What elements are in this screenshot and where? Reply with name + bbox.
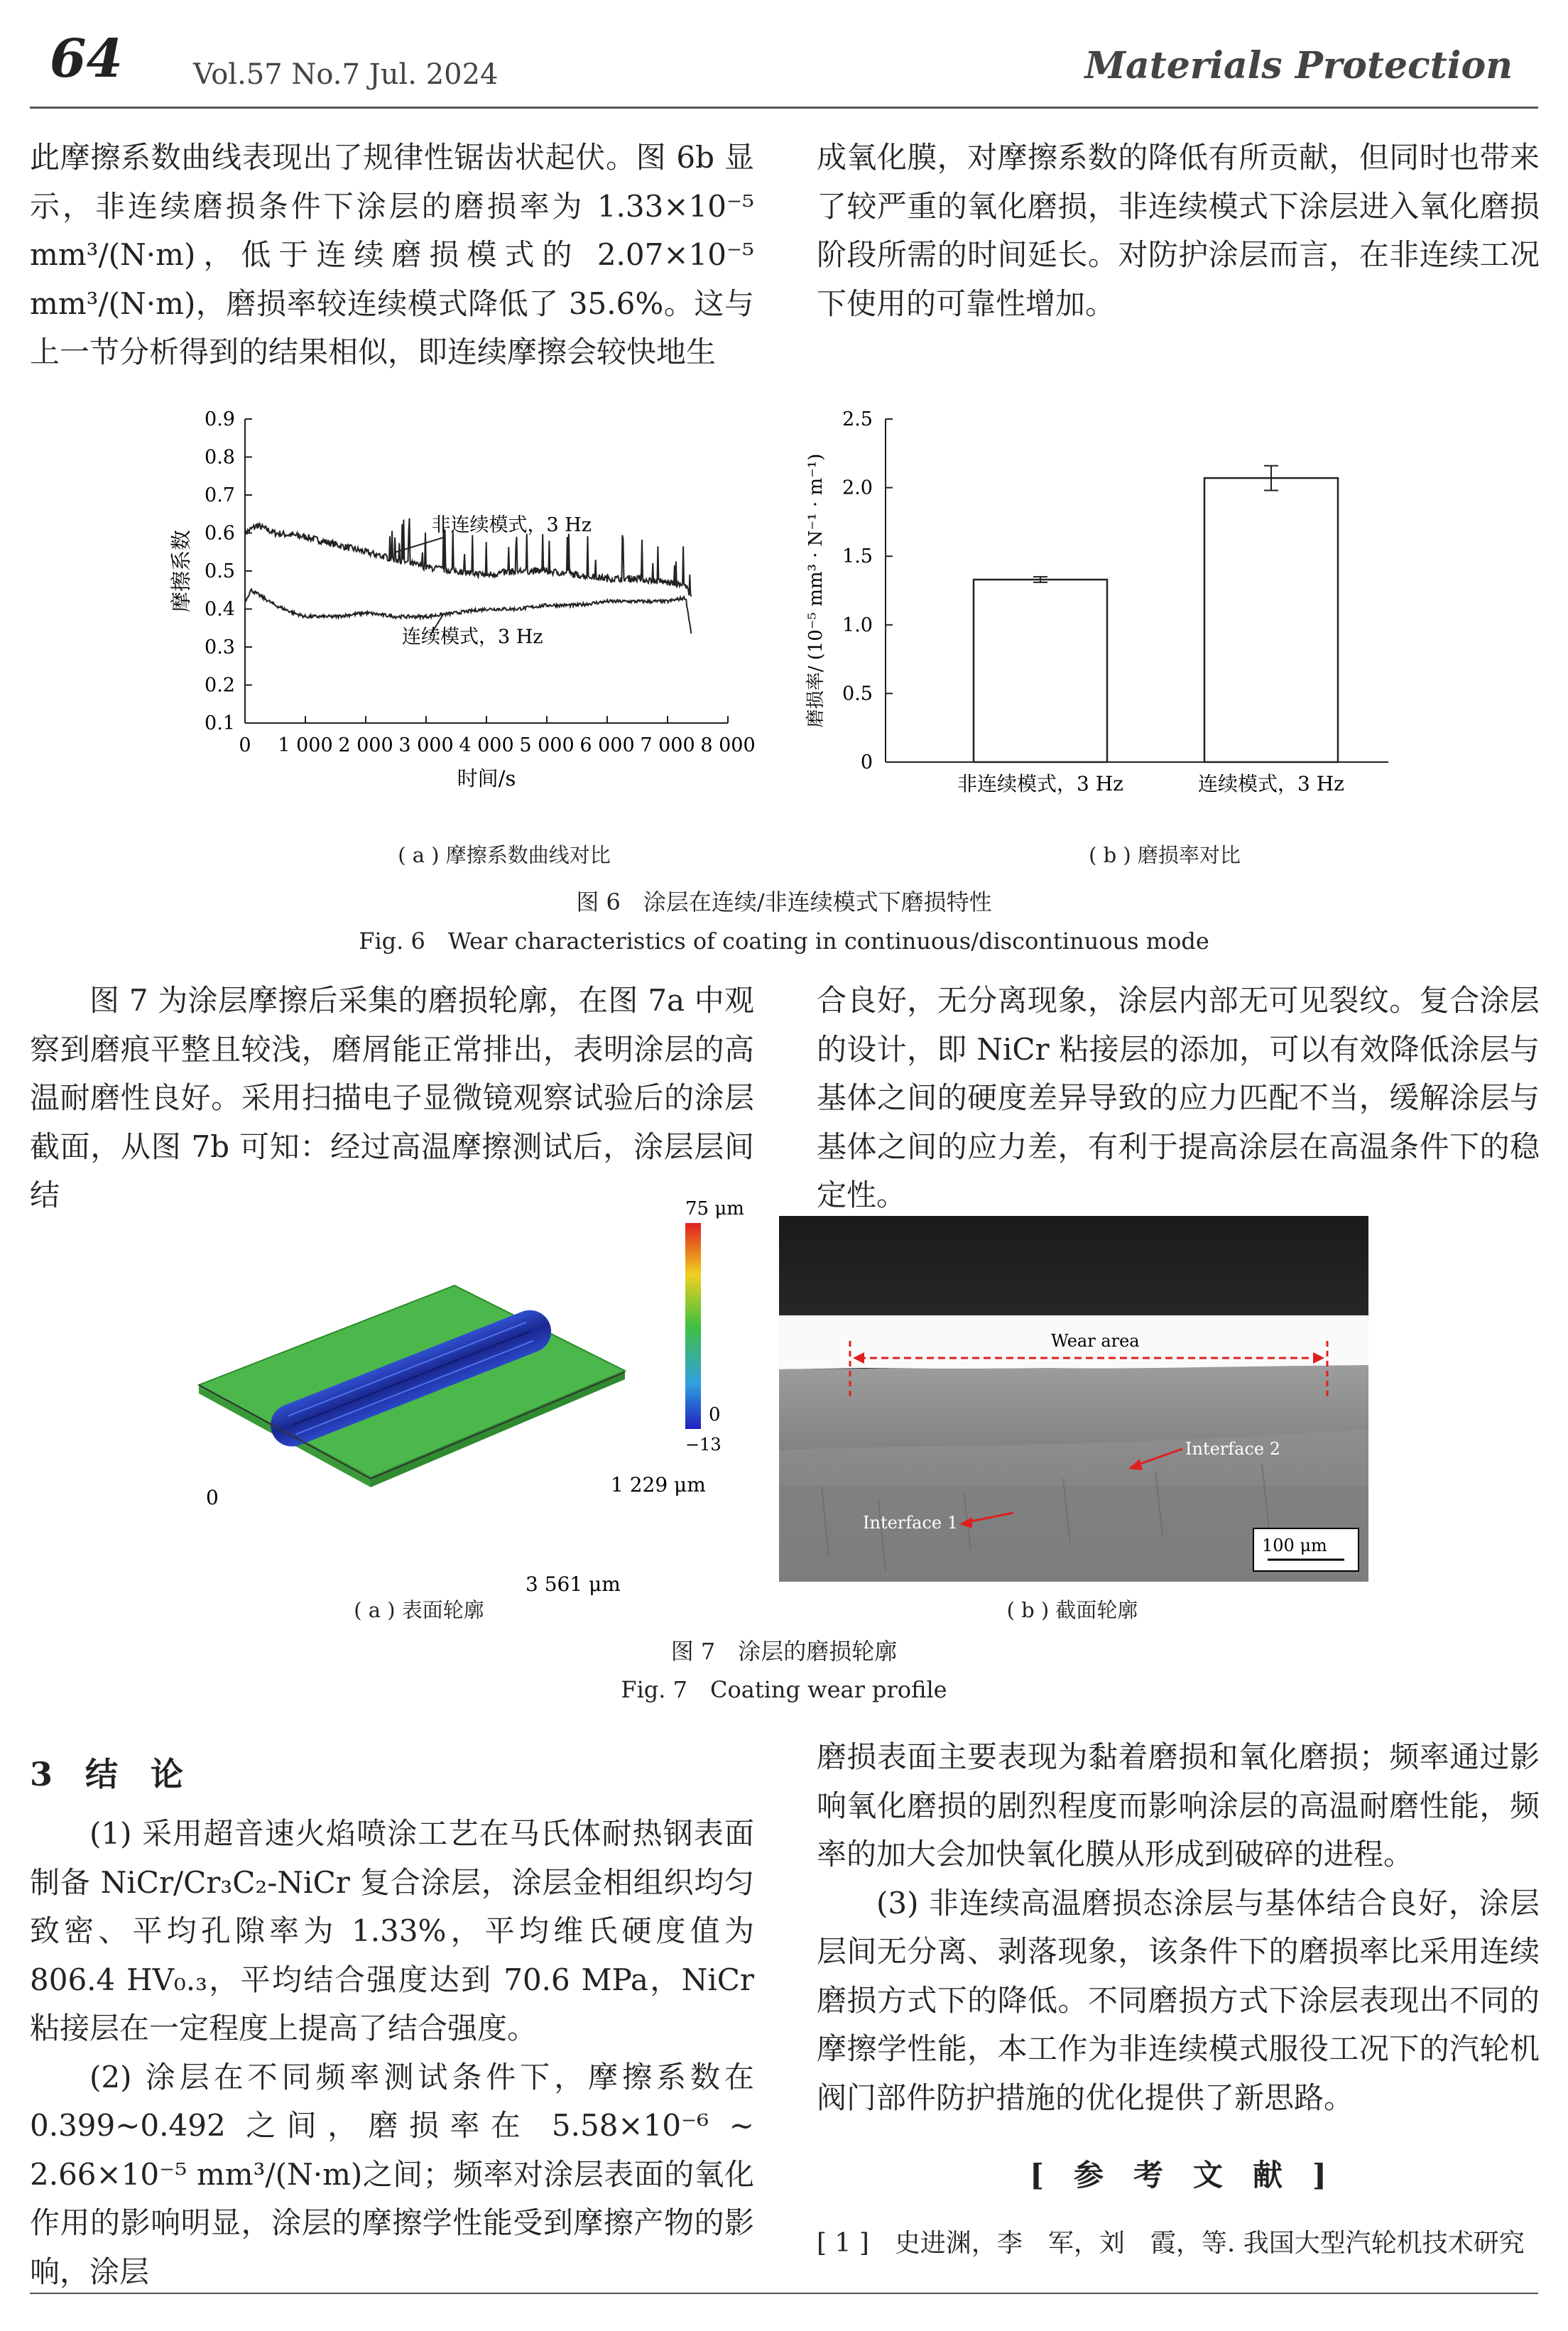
wear-rate-chart (805, 408, 1388, 795)
category-label: 连续模式，3 Hz (1198, 772, 1344, 795)
y-tick-label: 0.2 (205, 674, 235, 697)
x-tick-label: 1 000 (278, 734, 333, 756)
fig7b-caption: ( b ) 截面轮廓 (1006, 1598, 1138, 1622)
axis-length-label: 3 561 μm (526, 1572, 621, 1596)
x-tick-label: 2 000 (338, 734, 393, 756)
footer-rule (30, 2293, 1538, 2294)
colorbar-zero-label: 0 (709, 1404, 721, 1425)
colorbar-bottom-label: −13 (685, 1435, 722, 1455)
x-tick-label: 7 000 (640, 734, 695, 756)
wear-area-label: Wear area (1051, 1331, 1140, 1351)
fig7-title-en: Fig. 7 Coating wear profile (621, 1676, 947, 1703)
right-top-paragraph: 成氧化膜，对摩擦系数的降低有所贡献，但同时也带来了较严重的氧化磨损，非连续模式下涂层进入氧化磨损阶段所需的时间延长。对防护涂层而言，在非连续工况下使用的可靠性增加。 (817, 140, 1540, 321)
x-tick-label: 6 000 (579, 734, 635, 756)
y-tick-label: 0.9 (205, 408, 235, 430)
y-tick-label: 2.0 (842, 477, 873, 499)
friction-coefficient-chart (169, 408, 756, 790)
cross-section-figure (779, 1216, 1368, 1582)
section3-heading: 3 结 论 (30, 1755, 184, 1793)
y-tick-label: 0.8 (205, 446, 235, 469)
left-top-paragraph: 此摩擦系数曲线表现出了规律性锯齿状起伏。图 6b 显示，非连续磨损条件下涂层的磨损率为 1.33×10⁻⁵ mm³/(N·m)，低于连续磨损模式的 2.07×10⁻⁵ mm³/(N·m)，磨损率较连续模式降低了 35.6%。这与上一节分析得到的结果相似，即连续摩擦会较快地生 (30, 140, 754, 369)
conclusion-3: (3) 非连续高温磨损态涂层与基体结合良好，涂层层间无分离、剥落现象，该条件下的磨损率比采用连续磨损方式下的降低。不同磨损方式下涂层表现出不同的摩擦学性能，本工作为非连续模式服役工况下的汽轮机阀门部件防护措施的优化提供了新思路。 (817, 1885, 1540, 2115)
y-axis-label: 磨损率/ (10⁻⁵ mm³ · N⁻¹ · m⁻¹) (805, 453, 827, 728)
x-tick-label: 8 000 (700, 734, 756, 756)
fig6b-caption: ( b ) 磨损率对比 (1089, 843, 1241, 867)
x-tick-label: 3 000 (398, 734, 454, 756)
y-tick-label: 2.5 (842, 408, 873, 430)
y-tick-label: 0.5 (205, 560, 235, 582)
bar (1204, 478, 1338, 762)
conclusions-left (30, 1810, 754, 2296)
scale-bar-label: 100 μm (1262, 1536, 1327, 1555)
axis-width-label: 1 229 μm (611, 1473, 706, 1496)
issue-info: Vol.57 No.7 Jul. 2024 (193, 58, 499, 91)
interface2-label: Interface 2 (1185, 1439, 1280, 1459)
conclusion-2: (2) 涂层在不同频率测试条件下，摩擦系数在 0.399~0.492 之间，磨损率在 5.58×10⁻⁶ ~ 2.66×10⁻⁵ mm³/(N·m)之间；频率对涂层表面的氧化作用的影响明显，涂层的摩擦学性能受到摩擦产物的影响，涂层 (30, 2059, 754, 2289)
y-tick-label: 0 (860, 751, 873, 773)
series-label: 非连续模式，3 Hz (431, 514, 592, 536)
surface-profile-figure (185, 1193, 753, 1605)
y-axis-label: 摩擦系数 (169, 529, 193, 613)
colorbar-top-label: 75 μm (685, 1198, 744, 1219)
journal-name: Materials Protection (1084, 44, 1513, 87)
conclusions-right (817, 1733, 1540, 2122)
fig6a-caption: ( a ) 摩擦系数曲线对比 (398, 843, 611, 867)
conclusion-2-cont: 磨损表面主要表现为黏着磨损和氧化磨损；频率通过影响氧化磨损的剧烈程度而影响涂层的高温耐磨性能，频率的加大会加快氧化膜从形成到破碎的进程。 (817, 1739, 1540, 1871)
fig6-title-en: Fig. 6 Wear characteristics of coating in continuous/discontinuous mode (359, 928, 1209, 955)
reference-1: [ 1 ] 史进渊，李 军，刘 霞，等. 我国大型汽轮机技术研究 (817, 2229, 1525, 2258)
x-tick-label: 4 000 (459, 734, 514, 756)
middle-left-paragraph: 图 7 为涂层摩擦后采集的磨损轮廓，在图 7a 中观察到磨痕平整且较浅，磨屑能正常排出，表明涂层的高温耐磨性良好。采用扫描电子显微镜观察试验后的涂层截面，从图 7b 可知：经过高温摩擦测试后，涂层层间结 (30, 983, 754, 1212)
figure6-charts (0, 398, 1568, 838)
y-tick-label: 0.1 (205, 712, 235, 734)
category-label: 非连续模式，3 Hz (957, 772, 1123, 795)
middle-right-paragraph: 合良好，无分离现象，涂层内部无可见裂纹。复合涂层的设计，即 NiCr 粘接层的添加，可以有效降低涂层与基体之间的硬度差异导致的应力匹配不当，缓解涂层与基体之间的应力差，有利于提高涂层在高温条件下的稳定性。 (817, 983, 1540, 1212)
header-rule (30, 107, 1538, 109)
page-number: 64 (50, 28, 123, 89)
x-tick-label: 5 000 (519, 734, 575, 756)
interface1-label: Interface 1 (863, 1513, 958, 1533)
axis-origin-label: 0 (206, 1486, 219, 1509)
y-tick-label: 0.5 (842, 683, 873, 705)
y-tick-label: 1.0 (842, 614, 873, 636)
references-heading: [ 参 考 文 献 ] (1030, 2158, 1327, 2193)
y-tick-label: 1.5 (842, 545, 873, 568)
conclusion-1: (1) 采用超音速火焰喷涂工艺在马氏体耐热钢表面制备 NiCr/Cr₃C₂-NiCr 复合涂层，涂层金相组织均匀致密、平均孔隙率为 1.33%，平均维氏硬度值为 806.4 HV₀.₃，平均结合强度达到 70.6 MPa，NiCr 粘接层在一定程度上提高了结合强度。 (30, 1816, 754, 2045)
series-label: 连续模式，3 Hz (402, 626, 543, 648)
fig6-title-cn: 图 6 涂层在连续/非连续模式下磨损特性 (576, 889, 992, 915)
y-tick-label: 0.3 (205, 636, 235, 658)
y-tick-label: 0.4 (205, 598, 235, 621)
x-tick-label: 0 (239, 734, 251, 756)
x-axis-label: 时间/s (457, 766, 516, 790)
y-tick-label: 0.7 (205, 484, 235, 506)
y-tick-label: 0.6 (205, 522, 235, 545)
colorbar (685, 1223, 701, 1429)
bar (974, 580, 1107, 762)
fig7-title-cn: 图 7 涂层的磨损轮廓 (670, 1638, 898, 1665)
fig7a-caption: ( a ) 表面轮廓 (354, 1598, 484, 1622)
